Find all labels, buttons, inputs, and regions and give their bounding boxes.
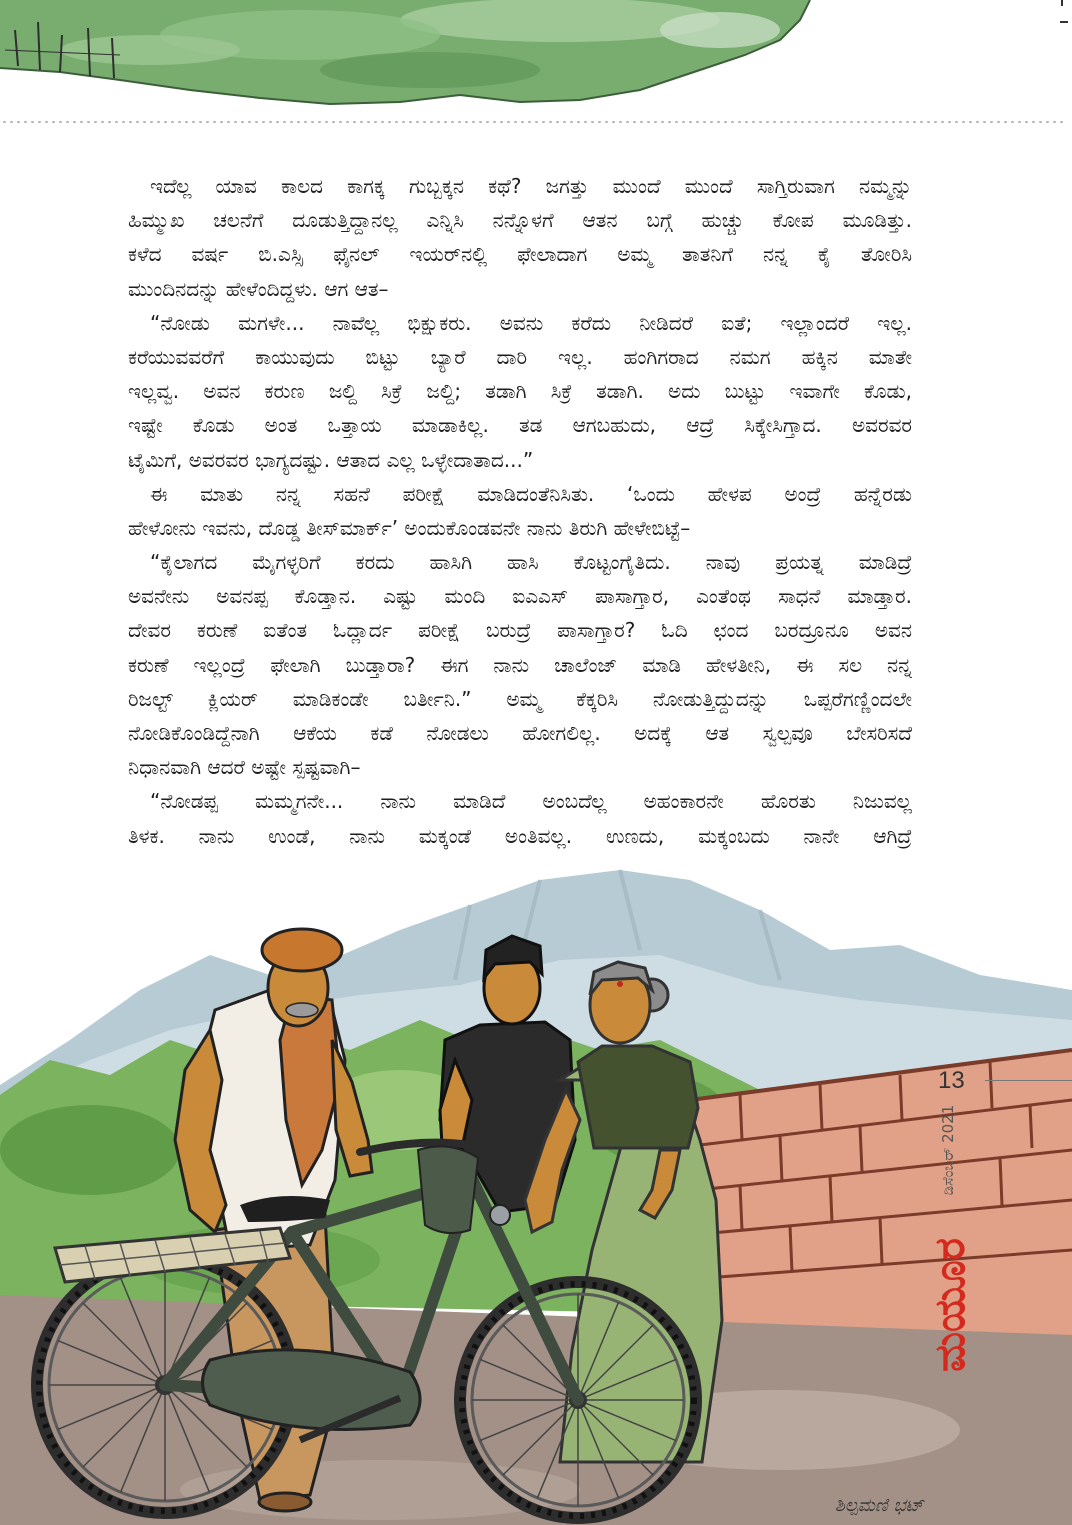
text-line: ನಿಧಾನವಾಗಿ ಆದರೆ ಅಷ್ಟೇ ಸ್ಪಷ್ಟವಾಗಿ– xyxy=(128,755,361,780)
handlebar-cloth xyxy=(418,1146,478,1233)
text-line: “ನೋಡಪ್ಪ ಮಮ್ಮಗನೇ... ನಾನು ಮಾಡಿದೆ ಅಂಬದೆಲ್ಲ ಅಹಂಕಾರನೇ ಹೊರತು ನಿಜುವಲ್ಲ xyxy=(150,789,912,814)
text-line: ಇದೆಲ್ಲ ಯಾವ ಕಾಲದ ಕಾಗಕ್ಕ ಗುಬ್ಬಕ್ಕನ ಕಥೆ? ಜಗತ್ತು ಮುಂದೆ ಮುಂದೆ ಸಾಗ್ತಿರುವಾಗ ನಮ್ಮನ್ನು xyxy=(150,174,912,198)
blouse xyxy=(578,1046,698,1148)
page-rule xyxy=(985,1080,1072,1081)
corner-mark xyxy=(1060,0,1068,22)
text-line: ಅವನೇನು ಅವನಪ್ಪ ಕೊಡ್ತಾನ. ಎಷ್ಟು ಮಂದಿ ಐಎಎಸ್ ಪಾಸಾಗ್ತಾರ, ಎಂತೆಂಥ ಸಾಧನೆ ಮಾಡ್ತಾರ. xyxy=(128,584,912,609)
page-number: 13 xyxy=(938,1067,965,1094)
foliage-band xyxy=(0,0,810,104)
text-line: ಕಳೆದ ವರ್ಷ ಬಿ.ಎಸ್ಸಿ ಫೈನಲ್ ಇಯರ್‌ನಲ್ಲಿ ಫೇಲಾದಾಗ ಅಮ್ಮ ತಾತನಿಗೆ ನನ್ನ ಕೈ ತೋರಿಸಿ xyxy=(128,242,912,267)
text-line: ರಿಜಲ್ಟ್ ಕ್ಲಿಯರ್ ಮಾಡಿಕಂಡೇ ಬರ್ತೀನಿ.” ಅಮ್ಮ ಕೆಕ್ಕರಿಸಿ ನೋಡುತ್ತಿದ್ದುದನ್ನು ಒಪ್ಪರೆಗಣ್ಣಿಂದಲೇ xyxy=(128,686,912,711)
text-line: ದೇವರ ಕರುಣೆ ಐತೆಂತ ಓದ್ಲಾರ್ದ ಪರೀಕ್ಷೆ ಬರುದ್ರೆ ಪಾಸಾಗ್ತಾರ? ಓದಿ ಛಂದ ಬರದ್ರೂನೂ ಅವನ xyxy=(128,618,912,643)
text-line: ಇಲ್ಲವ್ವ. ಅವನ ಕರುಣ ಜಲ್ದಿ ಸಿಕ್ರೆ ಜಲ್ದಿ; ತಡಾಗಿ ಸಿಕ್ರೆ ತಡಾಗಿ. ಅದು ಬುಟ್ಟು ಇವಾಗೇ ಕೊಡು, xyxy=(128,379,912,404)
feet xyxy=(259,1493,311,1511)
article-body xyxy=(128,169,912,853)
magazine-logo: ಮಯೂರ xyxy=(925,1238,974,1372)
text-line: ಟೈಮಿಗೆ, ಅವರವರ ಭಾಗ್ಯದಷ್ಟು. ಆತಾದ ಎಲ್ಲ ಒಳ್ಳೇದಾತಾದ...” xyxy=(128,447,534,472)
turban xyxy=(262,929,342,971)
mustache xyxy=(286,1003,318,1017)
story-illustration xyxy=(0,850,1072,1525)
bindi xyxy=(617,981,623,987)
bell xyxy=(490,1205,510,1225)
text-line: ಕರುಣೆ ಇಲ್ಲಂದ್ರೆ ಫೇಲಾಗಿ ಬುಡ್ತಾರಾ? ಈಗ ನಾನು ಚಾಲೆಂಜ್ ಮಾಡಿ ಹೇಳತೀನಿ, ಈ ಸಲ ನನ್ನ xyxy=(128,652,912,677)
text-line: ಮುಂದಿನದನ್ನು ಹೇಳೆಂದಿದ್ದಳು. ಆಗ ಆತ– xyxy=(128,276,389,301)
text-line: ನೋಡಿಕೊಂಡಿದ್ದೆನಾಗಿ ಆಕೆಯ ಕಡೆ ನೋಡಲು ಹೋಗಲಿಲ್ಲ. ಅದಕ್ಕೆ ಆತ ಸ್ವಲ್ಪವೂ ಬೇಸರಿಸದೆ xyxy=(128,721,912,745)
ground xyxy=(0,1295,1072,1525)
top-foliage-painting xyxy=(0,0,1072,130)
text-line: ತಿಳಕ. ನಾನು ಉಂಡೆ, ನಾನು ಮಕ್ಕಂಡೆ ಅಂತಿವಲ್ಲ. ಉಣದು, ಮಕ್ಕಂಬದು ನಾನೇ ಆಗಿದ್ರೆ xyxy=(128,823,912,848)
text-line: ಕರೆಯುವವರೆಗೆ ಕಾಯುವುದು ಬಿಟ್ಟು ಬ್ಯಾರೆ ದಾರಿ ಇಲ್ಲ. ಹಂಗಿಗರಾದ ನಮಗ ಹಕ್ಕಿನ ಮಾತೇ xyxy=(128,344,912,369)
artist-signature: ಶಿಲ್ಪಮಣಿ ಭಟ್ xyxy=(835,1495,924,1516)
text-line: ಹೇಳೋನು ಇವನು, ದೊಡ್ಡ ತೀಸ್‌ಮಾರ್ಕ್’ ಅಂದುಕೊಂಡವನೇ ನಾನು ತಿರುಗಿ ಹೇಳೇಬಿಟ್ಟೆ– xyxy=(128,515,691,540)
text-line: “ಕೈಲಾಗದ ಮೈಗಳ್ಳರಿಗೆ ಕರದು ಹಾಸಿಗಿ ಹಾಸಿ ಕೊಟ್ಟಂಗೈತಿದು. ನಾವು ಪ್ರಯತ್ನ ಮಾಡಿದ್ರೆ xyxy=(150,550,912,575)
text-line: ಈ ಮಾತು ನನ್ನ ಸಹನೆ ಪರೀಕ್ಷೆ ಮಾಡಿದಂತೆನಿಸಿತು. ‘ಒಂದು ಹೇಳಪ ಅಂದ್ರೆ ಹನ್ನೆರಡು xyxy=(150,481,912,506)
text-line: ಇಷ್ಟೇ ಕೊಡು ಅಂತ ಒತ್ತಾಯ ಮಾಡಾಕಿಲ್ಲ. ತಡ ಆಗಬಹುದು, ಆದ್ರೆ ಸಿಕ್ಕೇಸಿಗ್ತಾದ. ಅವರವರ xyxy=(128,413,912,438)
text-line: ಹಿಮ್ಮುಖ ಚಲನೆಗೆ ದೂಡುತ್ತಿದ್ದಾನಲ್ಲ ಎನ್ನಿಸಿ ನನ್ನೊಳಗೆ ಆತನ ಬಗ್ಗೆ ಹುಚ್ಚು ಕೋಪ ಮೂಡಿತ್ತು. xyxy=(128,208,912,233)
text-line: “ನೋಡು ಮಗಳೇ... ನಾವೆಲ್ಲ ಭಿಕ್ಷುಕರು. ಅವನು ಕರೆದು ನೀಡಿದರೆ ಐತೆ; ಇಲ್ಲಾಂದರೆ ಇಲ್ಲ. xyxy=(150,310,912,335)
issue-date: ಡಿಸೆಂಬರ್ 2021 xyxy=(939,1104,957,1196)
